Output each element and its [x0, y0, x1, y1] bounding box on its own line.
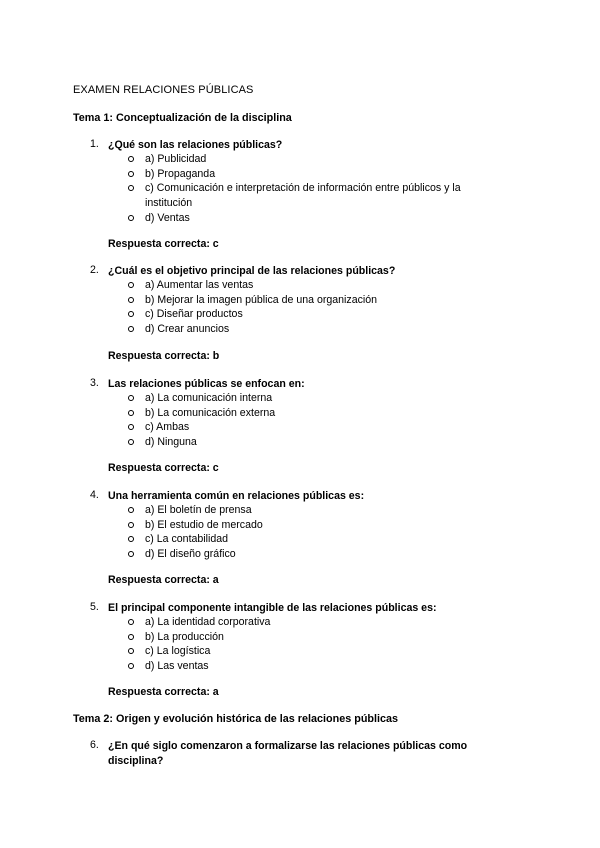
option-c: c) La logística: [128, 644, 488, 659]
options-list: [128, 391, 488, 450]
option-a: a) La comunicación interna: [128, 391, 488, 406]
question-number: 4.: [90, 489, 99, 501]
option-d: d) Las ventas: [128, 659, 488, 674]
option-c: c) Comunicación e interpretación de información entre públicos y la institución: [128, 181, 488, 210]
options-list: [128, 615, 488, 674]
topic-2-heading: Tema 2: Origen y evolución histórica de las relaciones públicas: [73, 713, 399, 725]
option-d: d) Ninguna: [128, 435, 488, 450]
question-text: ¿En qué siglo comenzaron a formalizarse las relaciones públicas como disciplina?: [108, 740, 468, 767]
question-number: 6.: [90, 739, 99, 751]
correct-answer: Respuesta correcta: a: [108, 574, 219, 586]
question-text: El principal componente intangible de las relaciones públicas es:: [108, 602, 437, 614]
option-d: d) El diseño gráfico: [128, 547, 488, 562]
option-d: d) Ventas: [128, 211, 488, 226]
option-a: a) Aumentar las ventas: [128, 278, 488, 293]
option-b: b) Propaganda: [128, 167, 488, 182]
options-list: [128, 278, 488, 337]
exam-title: EXAMEN RELACIONES PÚBLICAS: [73, 84, 254, 96]
option-a: a) La identidad corporativa: [128, 615, 488, 630]
option-b: b) La producción: [128, 630, 488, 645]
option-b: b) El estudio de mercado: [128, 518, 488, 533]
option-a: a) Publicidad: [128, 152, 488, 167]
option-b: b) La comunicación externa: [128, 406, 488, 421]
topic-1-heading: Tema 1: Conceptualización de la disciplina: [73, 112, 292, 124]
option-c: c) La contabilidad: [128, 532, 488, 547]
question-number: 3.: [90, 377, 99, 389]
correct-answer: Respuesta correcta: c: [108, 462, 219, 474]
question-number: 2.: [90, 264, 99, 276]
question-number: 5.: [90, 601, 99, 613]
option-c: c) Diseñar productos: [128, 307, 488, 322]
correct-answer: Respuesta correcta: a: [108, 686, 219, 698]
correct-answer: Respuesta correcta: b: [108, 350, 220, 362]
question-number: 1.: [90, 138, 99, 150]
options-list: [128, 152, 488, 226]
correct-answer: Respuesta correcta: c: [108, 238, 219, 250]
option-d: d) Crear anuncios: [128, 322, 488, 337]
question-text: ¿Qué son las relaciones públicas?: [108, 139, 283, 151]
option-a: a) El boletín de prensa: [128, 503, 488, 518]
options-list: [128, 503, 488, 562]
question-text: Las relaciones públicas se enfocan en:: [108, 378, 305, 390]
option-c: c) Ambas: [128, 420, 488, 435]
question-text: Una herramienta común en relaciones públicas es:: [108, 490, 365, 502]
option-b: b) Mejorar la imagen pública de una organización: [128, 293, 488, 308]
question-text: ¿Cuál es el objetivo principal de las relaciones públicas?: [108, 265, 396, 277]
